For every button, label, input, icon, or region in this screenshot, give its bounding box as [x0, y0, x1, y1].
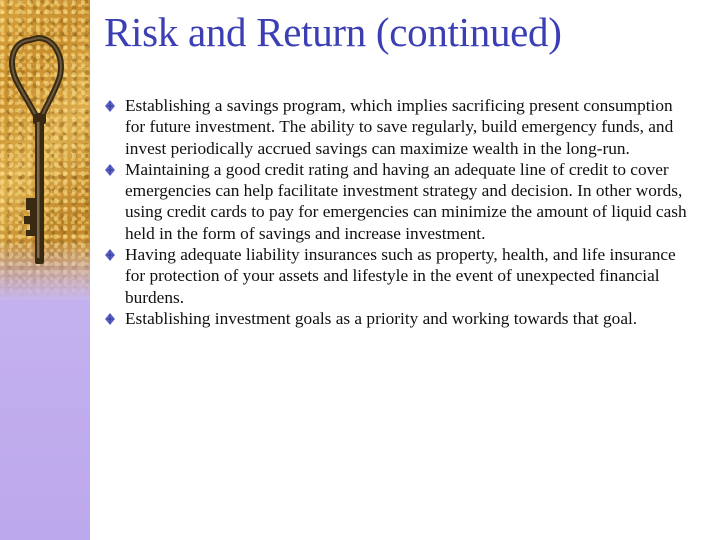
bullet-text: Maintaining a good credit rating and having an adequate line of credit to cover emergencies can help facilitate investment strategy and decision. In other words, using credit cards to pay for emergencies can minimize the amount of liquid cash held in the form of savings and increase investment.	[125, 159, 687, 243]
diamond-bullet-icon	[105, 249, 115, 261]
bullet-list	[105, 95, 695, 329]
bullet-item-credit	[105, 159, 695, 244]
diamond-bullet-icon	[105, 100, 115, 112]
key-icon	[0, 0, 90, 300]
bullet-text: Establishing investment goals as a priority and working towards that goal.	[125, 308, 638, 328]
bullet-text: Establishing a savings program, which implies sacrificing present consumption for future investment. The ability to save regularly, build emergency funds, and invest periodically accrued savings can maximize wealth in the long-run.	[125, 96, 674, 158]
bullet-text: Having adequate liability insurances such as property, health, and life insurance for protection of your assets and lifestyle in the event of unexpected financial burdens.	[125, 245, 676, 307]
slide-title: Risk and Return (continued)	[104, 9, 562, 55]
bullet-item-insurance	[105, 244, 695, 308]
diamond-bullet-icon	[105, 313, 115, 325]
bullet-item-savings	[105, 95, 695, 159]
diamond-bullet-icon	[105, 164, 115, 176]
bullet-item-goals	[105, 308, 695, 329]
